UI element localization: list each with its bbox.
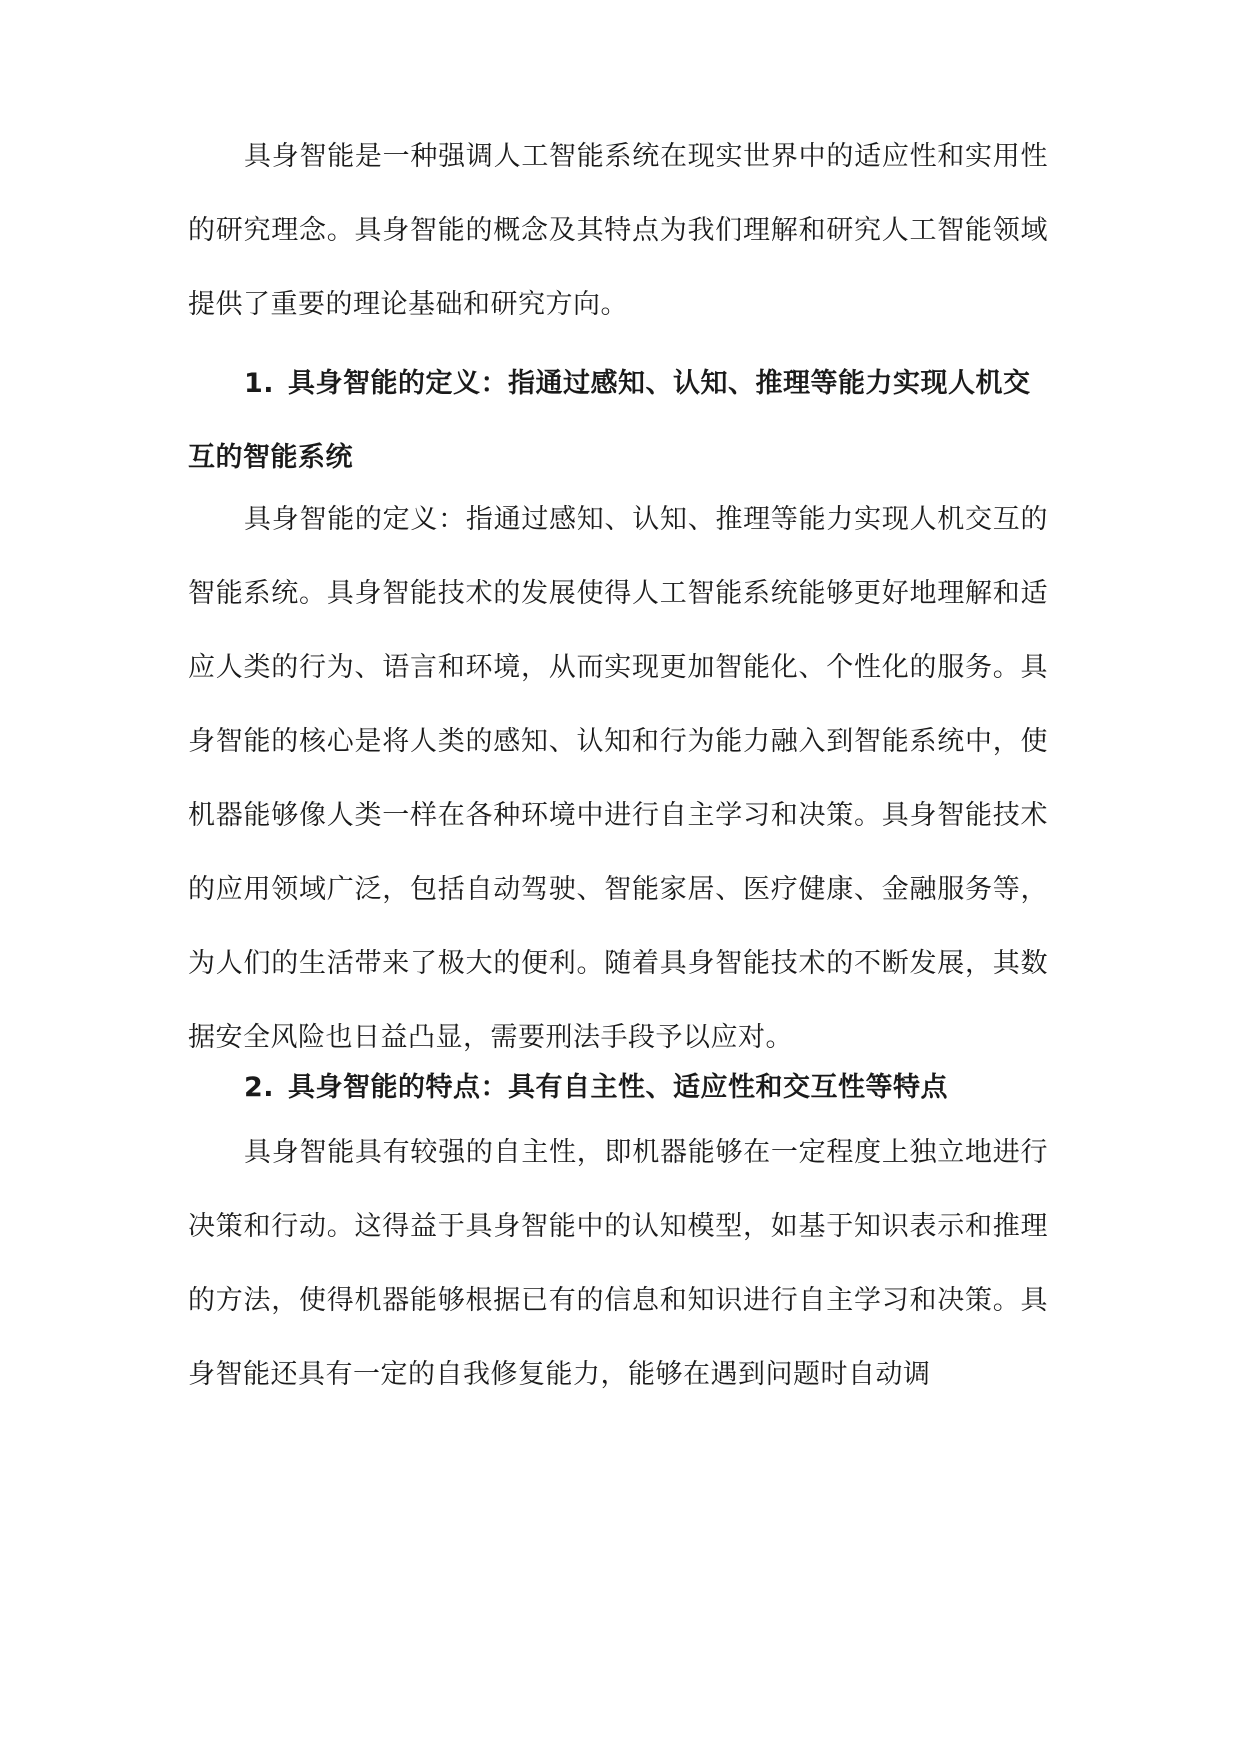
section-1-number: 1. <box>244 368 275 399</box>
section-1-paragraph: 具身智能的定义：指通过感知、认知、推理等能力实现人机交互的智能系统。具身智能技术的发展使得人工智能系统能够更好地理解和适应人类的行为、语言和环境，从而实现更加智能化、个性化的服务。具身智能的核心是将人类的感知、认知和行为能力融入到智能系统中，使机器能够像人类一样在各种环境中进行自主学习和决策。具身智能技术的应用领域广泛，包括自动驾驶、智能家居、医疗健康、金融服务等，为人们的生活带来了极大的便利。随着具身智能技术的不断发展，其数据安全风险也日益凸显，需要刑法手段予以应对。 <box>188 504 1048 1053</box>
section-2-heading <box>188 1051 1048 1125</box>
section-2-paragraph: 具身智能具有较强的自主性，即机器能够在一定程度上独立地进行决策和行动。这得益于具身智能中的认知模型，如基于知识表示和推理的方法，使得机器能够根据已有的信息和知识进行自主学习和决策。具身智能还具有一定的自我修复能力，能够在遇到问题时自动调 <box>188 1137 1048 1390</box>
intro-paragraph: 具身智能是一种强调人工智能系统在现实世界中的适应性和实用性的研究理念。具身智能的概念及其特点为我们理解和研究人工智能领域提供了重要的理论基础和研究方向。 <box>188 141 1048 320</box>
section-2-number: 2. <box>244 1072 275 1103</box>
section-1-title: 具身智能的定义：指通过感知、认知、推理等能力实现人机交互的智能系统 <box>188 368 1031 473</box>
section-1-heading <box>188 347 1048 495</box>
section-2-title: 具身智能的特点：具有自主性、适应性和交互性等特点 <box>288 1072 949 1103</box>
